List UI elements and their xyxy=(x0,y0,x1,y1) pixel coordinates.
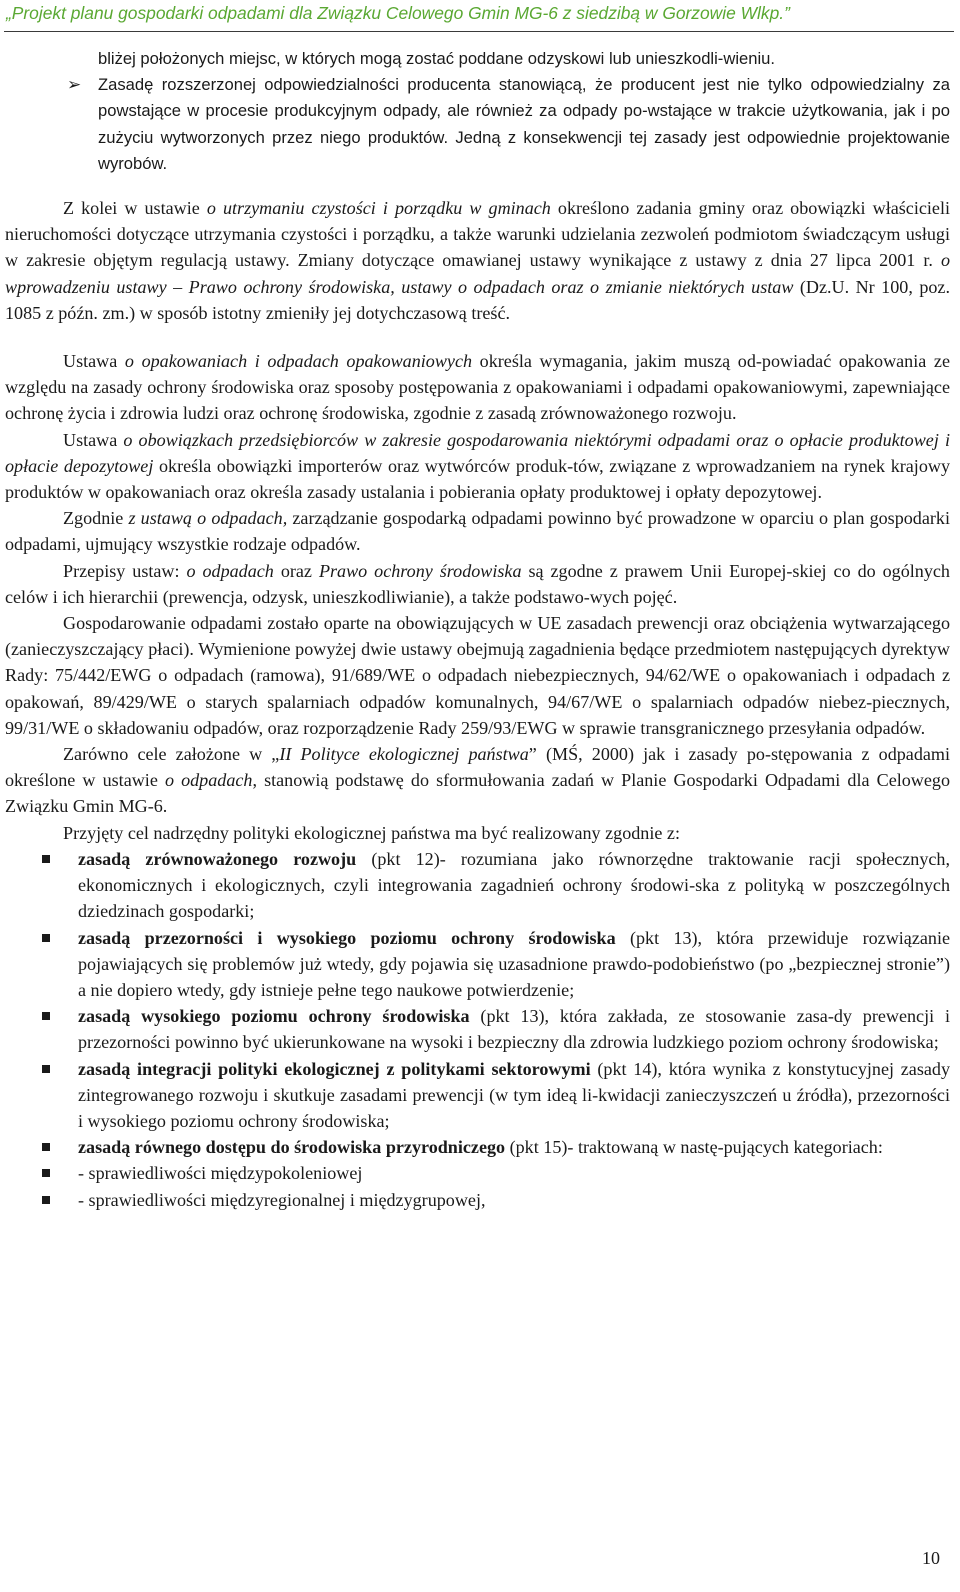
act-title: o obowiązkach przedsiębiorców w zakresie gospodarowania niektórymi odpadami oraz o opłacie produktowej i opłacie depozytowej xyxy=(5,429,950,476)
text-run: zarządzanie gospodarką odpadami powinno być prowadzone w oparciu o plan gospodarki odpadami, ujmujący wszystkie rodzaje odpadów. xyxy=(5,508,950,555)
text-run: Ustawa xyxy=(63,351,125,372)
act-title: o utrzymaniu czystości i porządku w gminach xyxy=(206,198,551,219)
principle-description: (pkt 13), która zakłada, ze stosowanie zasa-dy prewencji i przezorności powinno być ukierunkowane na wysoki i bezpieczny dla zdrowia ludzkiego poziom ochrony środowiska; xyxy=(78,1006,950,1053)
act-title: o wprowadzeniu ustawy – Prawo ochrony środowiska, ustawy o odpadach oraz o zmianie niektórych ustaw xyxy=(5,250,950,297)
arrow-bullet-icon: ➢ xyxy=(67,75,82,96)
square-bullet-icon xyxy=(42,1196,50,1204)
principles-list xyxy=(5,846,950,1213)
header-divider xyxy=(4,31,954,32)
principle-name: zasadą integracji polityki ekologicznej z politykami sektorowymi xyxy=(78,1058,591,1079)
text-run: Zgodnie xyxy=(63,508,129,529)
text-run: ” (MŚ, 2000) jak i zasady po-stępowania z odpadami określone w ustawie xyxy=(5,744,950,791)
principle-name: zasadą wysokiego poziomu ochrony środowiska xyxy=(78,1006,470,1027)
document-body xyxy=(5,46,950,1213)
text-run: Z kolei w ustawie xyxy=(63,198,207,219)
paragraph-opakowania xyxy=(5,348,950,427)
list-item xyxy=(5,1187,950,1213)
paragraph-utrzymanie-czystosci xyxy=(5,195,950,326)
square-bullet-icon xyxy=(42,1012,50,1020)
act-title: o opakowaniach i odpadach opakowaniowych xyxy=(124,351,473,372)
text-run: (Dz.U. Nr 100, poz. 1085 z późn. zm.) w sposób istotny zmieniły jej dotychczasową treść. xyxy=(5,276,950,323)
principle-description: (pkt 12)- rozumiana jako równorzędne traktowanie racji społecznych, ekonomicznych i ekologicznych, czyli integrowania zagadnień ochrony środowi-ska z polityką w poszczególnych dziedzinach gospodarki; xyxy=(78,848,950,922)
square-bullet-icon xyxy=(42,1143,50,1151)
list-item xyxy=(5,1134,950,1160)
text-run: Przepisy ustaw: xyxy=(63,560,187,581)
paragraph-przepisy-ustaw xyxy=(5,558,950,610)
continued-list-text: bliżej położonych miejsc, w których mogą zostać poddane odzyskowi lub unieszkodli-wieniu. xyxy=(98,49,775,68)
arrow-list-item-text: Zasadę rozszerzonej odpowiedzialności producenta stanowiącą, że producent jest nie tylko odpowiedzialny za powstające w procesie produkcyjnym odpady, ale również za odpady po-wstające w trakcie użytkowania, jak i po zużyciu wytworzonych przez niego produktów. Jedną z konsekwencji tej zasady jest odpowiednie projektowanie wyrobów. xyxy=(98,75,950,173)
list-item xyxy=(5,846,950,925)
text-run: Ustawa xyxy=(63,429,124,450)
document-title: II Polityce ekologicznej państwa xyxy=(279,744,529,765)
square-bullet-icon xyxy=(42,1169,50,1177)
square-bullet-icon xyxy=(42,1065,50,1073)
text-run: określono zadania gminy oraz obowiązki właścicieli nieruchomości dotyczące utrzymania czystości i porządku, a także warunki udzielania zezwoleń podmiotom świadczącym usługi w zakresie objętym regulacją ustawy. Zmiany dotyczące omawianej ustawy wynikające z ustawy z dnia 27 lipca 2001 r. xyxy=(5,198,950,271)
paragraph-oplata-produktowa xyxy=(5,427,950,506)
principle-name: zasadą zrównoważonego rozwoju xyxy=(78,848,357,869)
arrow-list-item xyxy=(5,72,950,177)
text-run: określa wymagania, jakim muszą od-powiadać opakowania ze względu na zasady ochrony środowiska oraz sposoby postępowania z opakowaniami i odpadami opakowaniowymi, zapewniające ochronę życia i zdrowia ludzi oraz ochronę środowiska, zgodnie z zasadą zrównoważonego rozwoju. xyxy=(5,351,950,424)
list-item xyxy=(5,1003,950,1055)
list-item xyxy=(5,1160,950,1186)
principle-description: (pkt 15)- traktowaną w nastę-pujących kategoriach: xyxy=(505,1137,883,1158)
square-bullet-icon xyxy=(42,855,50,863)
page-number: 10 xyxy=(922,1548,940,1568)
act-title: o odpadach xyxy=(186,560,274,581)
act-title: Prawo ochrony środowiska xyxy=(318,560,522,581)
paragraph-cel-nadrzedny: Przyjęty cel nadrzędny polityki ekologicznej państwa ma być realizowany zgodnie z: xyxy=(63,822,680,843)
paragraph-polityka-ekologiczna xyxy=(5,741,950,820)
principle-description: (pkt 13), która przewiduje rozwiązanie pojawiających się problemów już wtedy, gdy pojawia się uzasadnione prawdo-podobieństwo (po „bezpiecznej stronie”) a nie dopiero wtedy, gdy istnieje pełne tego naukowe potwierdzenie; xyxy=(78,927,950,1000)
text-run: Zarówno cele założone w „ xyxy=(63,744,280,765)
principle-description: - sprawiedliwości międzypokoleniowej xyxy=(78,1163,363,1184)
principle-description: (pkt 14), która wynika z konstytucyjnej zasady zintegrowanego rozwoju i skutkuje zasadami prewencji (w tym ideą li-kwidacji zanieczyszczeń u źródła), przezorności i wysokiego poziomu ochrony środowiska; xyxy=(78,1058,950,1131)
square-bullet-icon xyxy=(42,934,50,942)
text-run: są zgodne z prawem Unii Europej-skiej co do ogólnych celów i ich hierarchii (prewencja, odzysk, unieszkodliwianie), a także podstawo-wych pojęć. xyxy=(5,560,950,607)
act-title: z ustawą o odpadach, xyxy=(128,508,288,529)
principle-description: - sprawiedliwości międzyregionalnej i międzygrupowej, xyxy=(78,1189,486,1210)
list-item xyxy=(5,925,950,1004)
act-title: o odpadach xyxy=(164,770,253,791)
principle-name: zasadą równego dostępu do środowiska przyrodniczego xyxy=(78,1137,506,1158)
text-run: określa obowiązki importerów oraz wytwórców produk-tów, związane z wprowadzaniem na rynek krajowy produktów w opakowaniach oraz określa zasady ustalania i pobierania opłaty produktowej i opłaty depozytowej. xyxy=(5,455,950,503)
text-run: oraz xyxy=(273,560,319,581)
principle-name: zasadą przezorności i wysokiego poziomu ochrony środowiska xyxy=(78,927,616,948)
list-item xyxy=(5,1056,950,1135)
paragraph-zgodnie-z-ustawa xyxy=(5,505,950,557)
page-header: „Projekt planu gospodarki odpadami dla Związku Celowego Gmin MG-6 z siedzibą w Gorzowie Wlkp.” xyxy=(6,3,790,23)
text-run: , stanowią podstawę do sformułowania zadań w Planie Gospodarki Odpadami dla Celowego Związku Gmin MG-6. xyxy=(5,770,950,817)
paragraph-dyrektywy: Gospodarowanie odpadami zostało oparte na obowiązujących w UE zasadach prewencji oraz obciążenia wytwarzającego (zanieczyszczający płaci). Wymienione powyżej dwie ustawy obejmują zagadnienia będące przedmiotem następujących dyrektyw Rady: 75/442/EWG o odpadach (ramowa), 91/689/WE o odpadach niebezpiecznych, 94/62/WE o opakowaniach i odpadach z opakowań, 89/429/WE o starych spalarniach odpadów komunalnych, 94/67/WE o spalarniach odpadów niebez-piecznych, 99/31/WE o składowaniu odpadów, oraz rozporządzenie Rady 259/93/EWG w sprawie transgranicznego przesyłania odpadów. xyxy=(5,613,950,738)
